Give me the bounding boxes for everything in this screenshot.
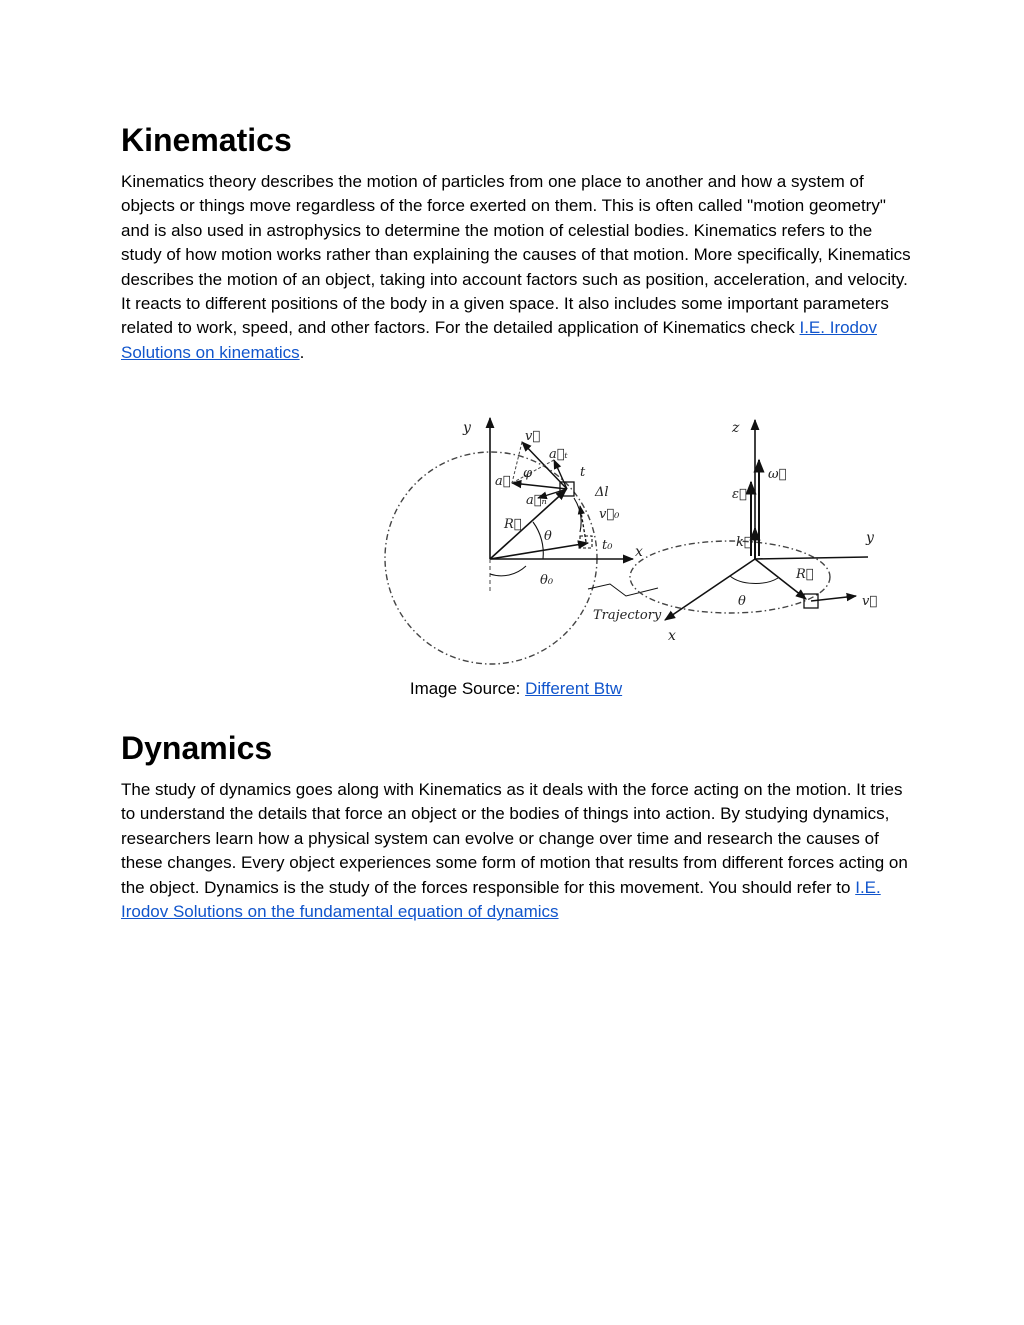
theta0-label: θ₀ — [540, 573, 554, 588]
z-axis-label: z — [732, 420, 740, 436]
unit-k-label: k⃗ — [736, 535, 752, 550]
epsilon-label: ε⃗ — [732, 487, 747, 502]
acceleration-label: a⃗ — [495, 474, 511, 489]
dynamics-body-text: The study of dynamics goes along with Kinematics as it deals with the force acting on the motion. It tries to understand the details that force an object or the bodies of things into action. By studying dynamics, researchers learn how a physical system can evolve or change over time and research the causes of these changes. Every object experiences some form of motion that results from different forces acting on the object. Dynamics is the study of the forces responsible for this movement. You should refer to — [121, 780, 908, 897]
delta-l-arc — [574, 498, 581, 532]
irodov-dynamics-link[interactable]: I.E. Irodov Solutions on the fundamental equation of dynamics — [121, 877, 881, 922]
x-axis-right — [665, 559, 755, 620]
caption-prefix: Image Source: — [409, 679, 526, 698]
kinematics-body-text: Kinematics theory describes the motion of particles from one place to another and how a system of objects or things move regardless of the force exerted on them. This is often called "motion geometry" and is also used in astrophysics to determine the motion of celestial bodies. Kinematics refers to the study of how motion works rather than explaining the causes of that motion. More specifically, Kinematics describes the motion of an object, taking into account factors such as position, acceleration, and velocity. It reacts to different positions of the body in a given space. It also includes some important parameters related to work, speed, and other factors. For the detailed application of Kinematics check — [121, 172, 911, 338]
trajectory-label: Trajectory — [593, 608, 662, 623]
trajectory-callout-line — [588, 584, 658, 596]
phi-label: φ — [523, 466, 533, 481]
velocity-right-label: v⃗ — [862, 594, 878, 609]
kinematics-heading: Kinematics — [121, 122, 292, 158]
kinematics-diagram — [258, 406, 878, 668]
kinematics-diagram-svg — [258, 406, 878, 668]
y-axis-right-label: y — [866, 530, 874, 546]
dynamics-paragraph — [121, 778, 911, 924]
acceleration-vector — [512, 483, 567, 489]
x-axis-left-label: x — [635, 544, 643, 560]
radius-left-label: R⃗ — [504, 517, 522, 532]
accel-dashed-guide — [512, 460, 554, 483]
tangential-accel-label: a⃗ₜ — [549, 447, 568, 462]
theta0-arc — [490, 566, 526, 576]
different-btw-link[interactable]: Different Btw — [525, 679, 623, 698]
normal-accel-label: a⃗ₙ — [526, 493, 547, 508]
omega-label: ω⃗ — [768, 467, 787, 482]
radius-right-label: R⃗ — [796, 567, 814, 582]
x-axis-right-label: x — [668, 628, 676, 644]
velocity-label: v⃗ — [525, 429, 541, 444]
irodov-kinematics-link[interactable]: I.E. Irodov Solutions on kinematics — [121, 318, 877, 362]
y-axis-right — [755, 557, 868, 559]
dynamics-heading: Dynamics — [121, 730, 273, 766]
t0-label: t₀ — [602, 538, 613, 553]
theta-left-label: θ — [544, 529, 552, 544]
delta-l-label: Δl — [595, 485, 609, 500]
velocity-dashed-guide — [512, 442, 522, 483]
kinematics-body-end: . — [299, 342, 305, 362]
theta-right-label: θ — [738, 594, 746, 609]
image-caption — [121, 677, 911, 701]
initial-velocity-label: v⃗₀ — [599, 507, 620, 522]
kinematics-paragraph — [121, 170, 911, 365]
time-t-label: t — [580, 465, 586, 480]
y-axis-left-label: y — [463, 420, 471, 436]
theta-arc-right — [730, 576, 778, 583]
theta-arc-left — [533, 522, 543, 559]
